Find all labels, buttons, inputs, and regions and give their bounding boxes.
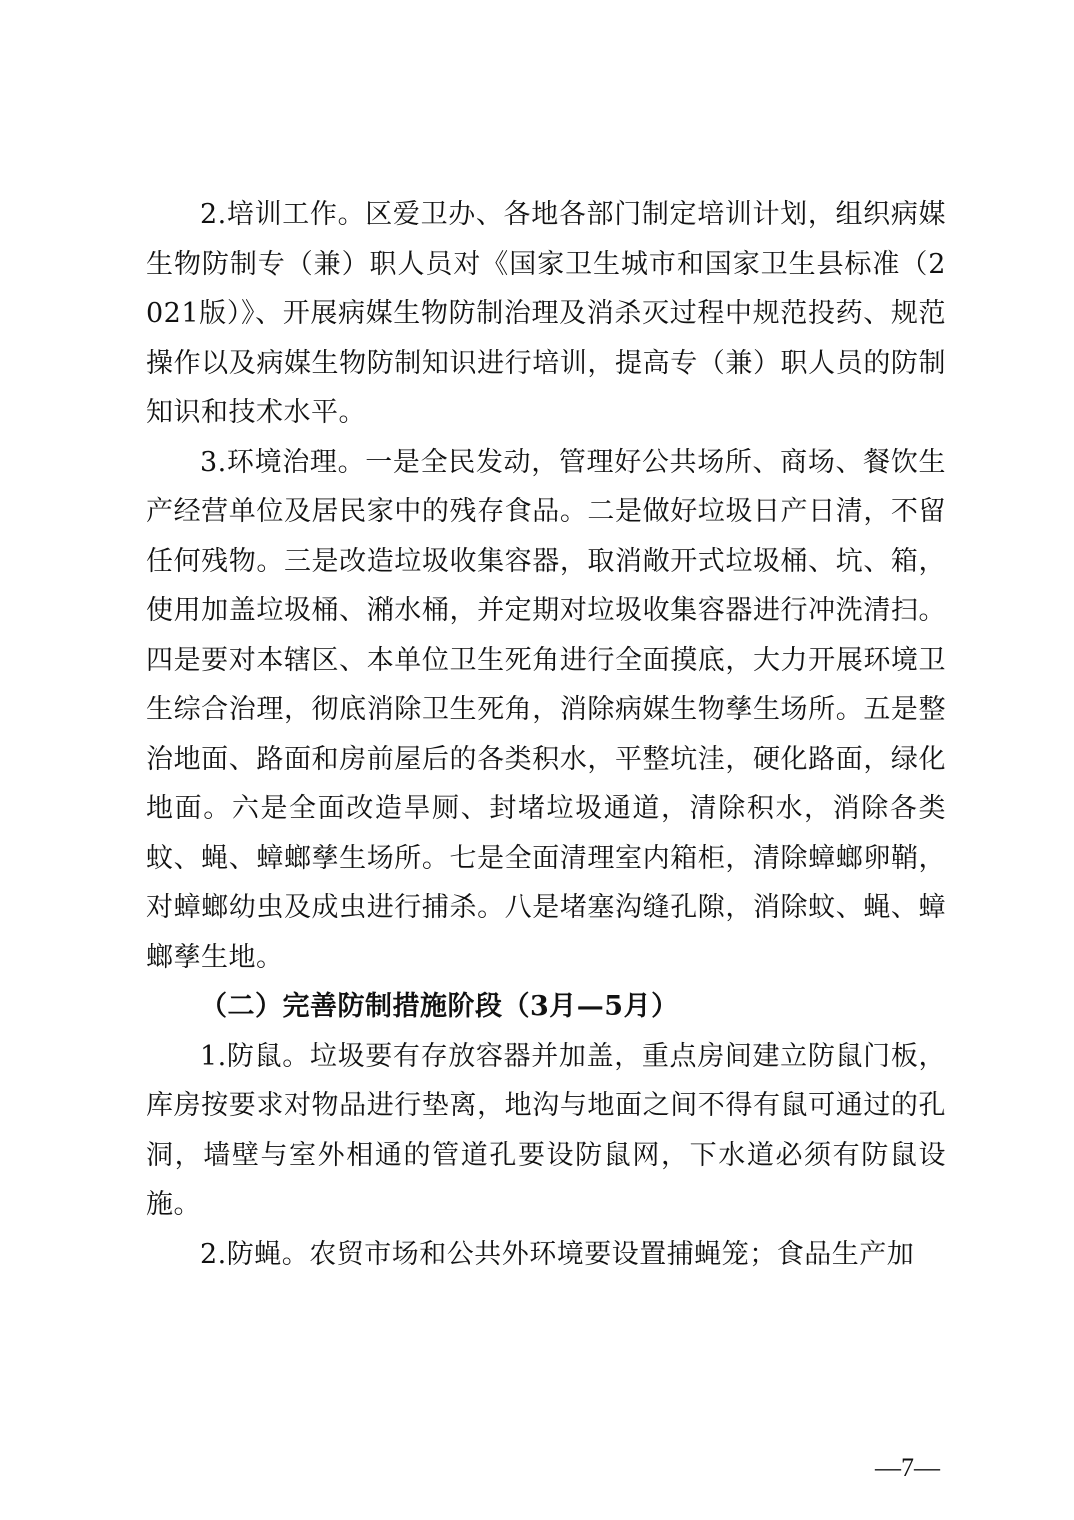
body-text <box>146 190 946 1279</box>
section-heading: （二）完善防制措施阶段（3月—5月） <box>200 991 679 1022</box>
page-number: —7— <box>875 1453 940 1482</box>
paragraph-rodent-control: 1.防鼠。垃圾要有存放容器并加盖，重点房间建立防鼠门板，库房按要求对物品进行垫离，地沟与地面之间不得有鼠可通过的孔洞，墙壁与室外相通的管道孔要设防鼠网，下水道必须有防鼠设施。 <box>146 1040 946 1220</box>
paragraph-environment: 3.环境治理。一是全民发动，管理好公共场所、商场、餐饮生产经营单位及居民家中的残存食品。二是做好垃圾日产日清，不留任何残物。三是改造垃圾收集容器，取消敞开式垃圾桶、坑、箱，使用加盖垃圾桶、潲水桶，并定期对垃圾收集容器进行冲洗清扫。四是要对本辖区、本单位卫生死角进行全面摸底，大力开展环境卫生综合治理，彻底消除卫生死角，消除病媒生物孳生场所。五是整治地面、路面和房前屋后的各类积水，平整坑洼，硬化路面，绿化地面。六是全面改造旱厕、封堵垃圾通道，清除积水，消除各类蚊、蝇、蟑螂孳生场所。七是全面清理室内箱柜，清除蟑螂卵鞘，对蟑螂幼虫及成虫进行捕杀。八是堵塞沟缝孔隙，消除蚊、蝇、蟑螂孳生地。 <box>146 446 946 973</box>
paragraph-fly-control: 2.防蝇。农贸市场和公共外环境要设置捕蝇笼；食品生产加 <box>200 1238 915 1270</box>
paragraph-training: 2.培训工作。区爱卫办、各地各部门制定培训计划，组织病媒生物防制专（兼）职人员对《国家卫生城市和国家卫生县标准（2021版）》、开展病媒生物防制治理及消杀灭过程中规范投药、规范操作以及病媒生物防制知识进行培训，提高专（兼）职人员的防制知识和技术水平。 <box>146 199 946 428</box>
